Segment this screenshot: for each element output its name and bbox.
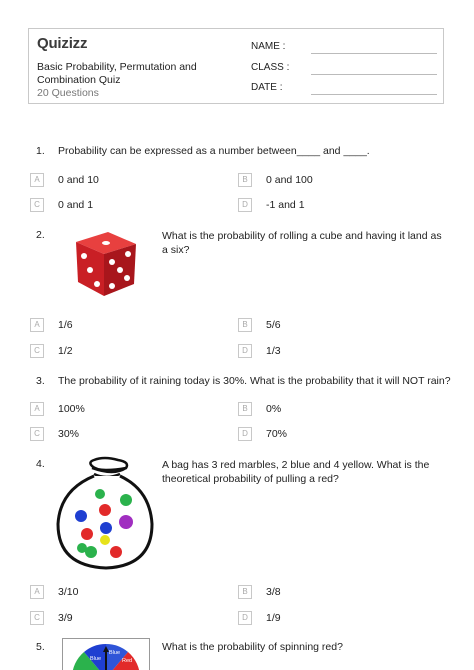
option-letter[interactable]: D (238, 344, 252, 358)
spinner-label-red: Red (122, 658, 133, 664)
class-label: CLASS : (251, 62, 290, 73)
option-letter[interactable]: D (238, 611, 252, 625)
option-letter[interactable]: C (30, 427, 44, 441)
option-text[interactable]: 3/8 (266, 586, 281, 598)
option-letter[interactable]: A (30, 402, 44, 416)
option-text[interactable]: 100% (58, 403, 85, 415)
question-number: 2. (36, 229, 45, 241)
option-text[interactable]: 0 and 10 (58, 174, 99, 186)
question-text: What is the probability of rolling a cube and having it land as a six? (162, 230, 442, 256)
date-line (311, 94, 437, 95)
option-text[interactable]: 0 and 100 (266, 174, 313, 186)
question-number: 3. (36, 375, 45, 387)
option-text[interactable]: -1 and 1 (266, 199, 305, 211)
dice-image (70, 228, 142, 300)
class-line (311, 74, 437, 75)
question-number: 5. (36, 641, 45, 653)
option-letter[interactable]: A (30, 585, 44, 599)
option-letter[interactable]: B (238, 402, 252, 416)
question-text: A bag has 3 red marbles, 2 blue and 4 yellow. What is the theoretical probability of pulling a red? (162, 459, 430, 485)
option-text[interactable]: 3/9 (58, 612, 73, 624)
option-letter[interactable]: C (30, 198, 44, 212)
question-text: What is the probability of spinning red? (162, 641, 343, 653)
question-count: 20 Questions (37, 87, 99, 99)
quiz-title: Basic Probability, Permutation and Combination Quiz (37, 61, 197, 86)
option-text[interactable]: 5/6 (266, 319, 281, 331)
spinner-label-blue: Blue (90, 656, 102, 662)
option-text[interactable]: 70% (266, 428, 288, 440)
name-line (311, 53, 437, 54)
question-text: The probability of it raining today is 30%. What is the probability that it will NOT rain? (58, 375, 451, 387)
option-text[interactable]: 3/10 (58, 586, 79, 598)
option-text[interactable]: 0 and 1 (58, 199, 94, 211)
option-letter[interactable]: A (30, 173, 44, 187)
option-letter[interactable]: B (238, 173, 252, 187)
option-text[interactable]: 1/2 (58, 345, 73, 357)
option-letter[interactable]: C (30, 611, 44, 625)
option-letter[interactable]: A (30, 318, 44, 332)
spinner-label-blue: Blue (109, 650, 121, 656)
date-label: DATE : (251, 82, 283, 93)
option-text[interactable]: 30% (58, 428, 80, 440)
name-label: NAME : (251, 41, 286, 52)
option-letter[interactable]: D (238, 198, 252, 212)
option-letter[interactable]: D (238, 427, 252, 441)
option-letter[interactable]: B (238, 585, 252, 599)
option-text[interactable]: 1/9 (266, 612, 281, 624)
option-letter[interactable]: B (238, 318, 252, 332)
quizizz-logo: Quizizz (37, 35, 88, 52)
option-letter[interactable]: C (30, 344, 44, 358)
question-text: Probability can be expressed as a number between____ and ____. (58, 145, 370, 157)
worksheet-header (28, 28, 444, 104)
option-text[interactable]: 1/3 (266, 345, 281, 357)
question-number: 1. (36, 145, 45, 157)
option-text[interactable]: 0% (266, 403, 282, 415)
marble-bag-image (54, 454, 156, 572)
spinner-image (62, 638, 150, 670)
question-number: 4. (36, 458, 45, 470)
option-text[interactable]: 1/6 (58, 319, 73, 331)
